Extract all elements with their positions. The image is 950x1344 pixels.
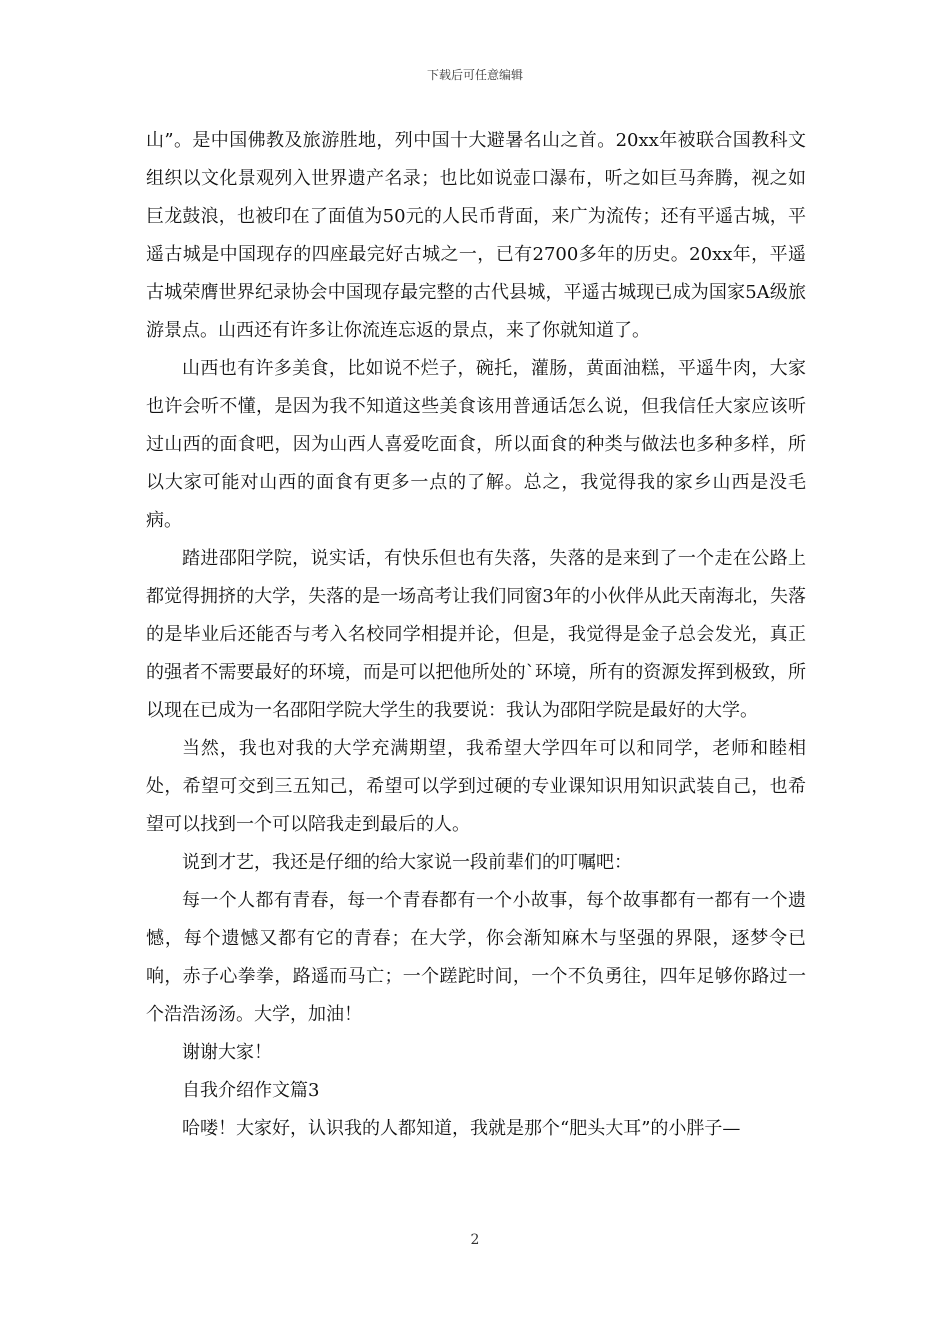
section-heading: 自我介绍作文篇3 (182, 1080, 320, 1101)
paragraph-5: 说到才艺，我还是仔细的给大家说一段前辈们的叮嘱吧： (182, 852, 632, 873)
paragraph-8: 哈喽！大家好，认识我的人都知道，我就是那个“肥头大耳”的小胖子— (182, 1118, 741, 1139)
paragraph-1: 山”。是中国佛教及旅游胜地，列中国十大避暑名山之首。20xx年被联合国教科文组织以文化景观列入世界遗产名录；也比如说壶口瀑布，听之如巨马奔腾，视之如巨龙鼓浪，也被印在了面值为50元的人民币背面，来广为流传；还有平遥古城，平遥古城是中国现存的四座最完好古城之一，已有2700多年的历史。20xx年，平遥古城荣膺世界纪录协会中国现存最完整的古代县城，平遥古城现已成为国家5A级旅游景点。山西还有许多让你流连忘返的景点，来了你就知道了。 (146, 130, 806, 341)
paragraph-2: 山西也有许多美食，比如说不烂子，碗托，灌肠，黄面油糕，平遥牛肉，大家也许会听不懂，是因为我不知道这些美食该用普通话怎么说，但我信任大家应该听过山西的面食吧，因为山西人喜爱吃面食，所以面食的种类与做法也多种多样，所以大家可能对山西的面食有更多一点的了解。总之，我觉得我的家乡山西是没毛病。 (146, 358, 806, 531)
paragraph-4: 当然，我也对我的大学充满期望，我希望大学四年可以和同学，老师和睦相处，希望可交到三五知己，希望可以学到过硬的专业课知识用知识武装自己，也希望可以找到一个可以陪我走到最后的人。 (146, 738, 806, 835)
page-number: 2 (470, 1232, 480, 1248)
paragraph-3: 踏进邵阳学院，说实话，有快乐但也有失落，失落的是来到了一个走在公路上都觉得拥挤的大学，失落的是一场高考让我们同窗3年的小伙伴从此天南海北，失落的是毕业后还能否与考入名校同学相提并论，但是，我觉得是金子总会发光，真正的强者不需要最好的环境，而是可以把他所处的`环境，所有的资源发挥到极致，所以现在已成为一名邵阳学院大学生的我要说：我认为邵阳学院是最好的大学。 (146, 548, 806, 721)
document-body (146, 122, 806, 1148)
page-header: 下载后可任意编辑 (426, 68, 523, 82)
paragraph-7: 谢谢大家！ (182, 1042, 272, 1063)
paragraph-6: 每一个人都有青春，每一个青春都有一个小故事，每个故事都有一都有一个遗憾，每个遗憾又都有它的青春；在大学，你会渐知麻木与坚强的界限，逐梦令已响，赤子心拳拳，路遥而马亡；一个蹉跎时间，一个不负勇往，四年足够你路过一个浩浩汤汤。大学，加油！ (146, 890, 806, 1025)
